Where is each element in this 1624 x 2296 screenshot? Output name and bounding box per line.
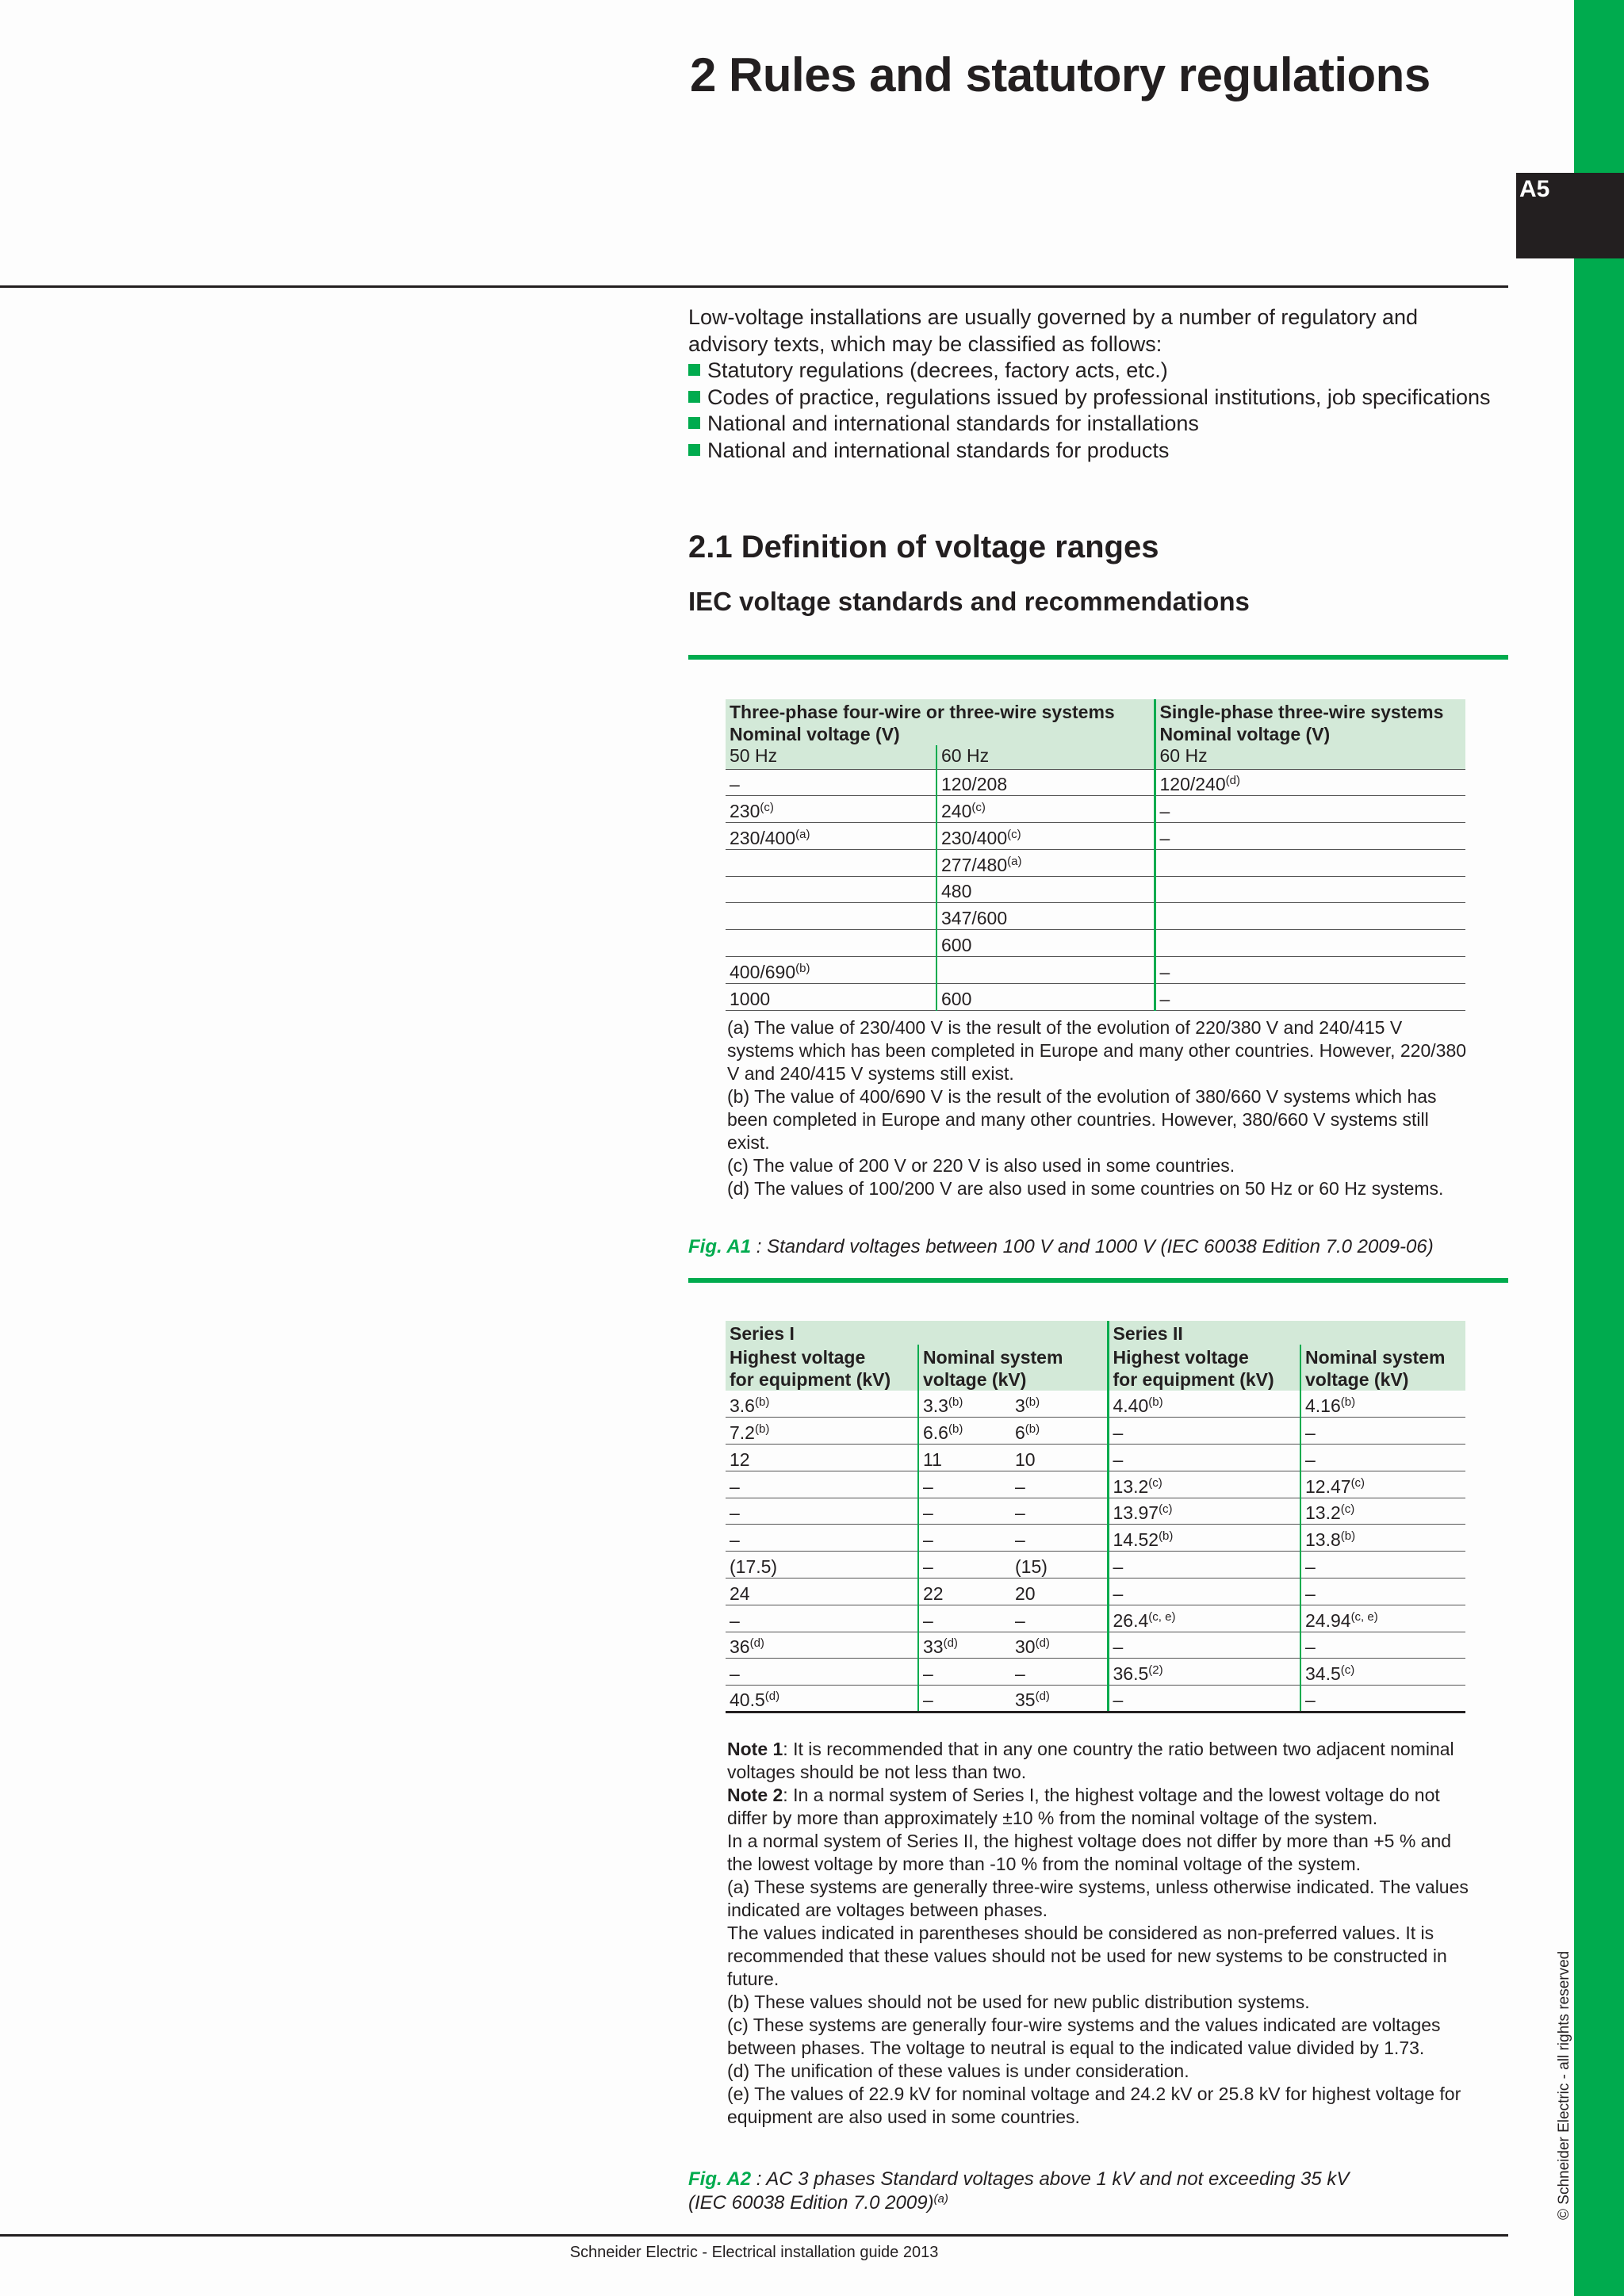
table-row [726, 930, 1465, 957]
header-series-1: Series I [726, 1321, 1108, 1345]
footnote: (e) The values of 22.9 kV for nominal voltage and 24.2 kV or 25.8 kV for highest voltage for equipment are also used in some countries. [727, 2084, 1461, 2127]
table-cell: – [1108, 1445, 1300, 1471]
figure-a1-notes [727, 1016, 1469, 1200]
header-nominal-voltage-s1: Nominal system voltage (kV) [918, 1345, 1108, 1391]
intro-bullets [688, 358, 1513, 464]
bullet-square-icon [688, 391, 700, 403]
table-cell: – [1155, 957, 1465, 984]
table-cell: – [1108, 1632, 1300, 1659]
figure-a1-caption: Fig. A1 : Standard voltages between 100 V and 1000 V (IEC 60038 Edition 7.0 2009-06) [688, 1236, 1434, 1257]
intro-bullet: Codes of practice, regulations issued by professional institutions, job specifications [688, 385, 1513, 411]
table-cell [726, 849, 936, 876]
table-cell: 4.40$^{(b)}$ [1108, 1391, 1300, 1418]
table-cell: – [726, 1498, 918, 1525]
footnote: (d) The values of 100/200 V are also used in some countries on 50 Hz or 60 Hz systems. [727, 1178, 1444, 1199]
table-cell: – [1300, 1445, 1465, 1471]
header-series-2: Series II [1108, 1321, 1465, 1345]
table-row [726, 1418, 1465, 1445]
figure-a2-rule [688, 1278, 1508, 1283]
table-cell: – [1300, 1418, 1465, 1445]
intro-text: Low-voltage installations are usually governed by a number of regulatory and advisory texts, which may be classified as follows: [688, 305, 1419, 356]
table-cell: – [726, 1525, 918, 1552]
table-row [726, 1578, 1465, 1605]
table-cell [1155, 930, 1465, 957]
table-cell: – [1300, 1552, 1465, 1578]
table-cell: – [918, 1498, 1011, 1525]
col-50hz: 50 Hz [726, 745, 936, 769]
side-accent-bar [1574, 0, 1624, 2296]
table-cell: 1000 [726, 983, 936, 1010]
iec-high-voltage-table [726, 1321, 1465, 1713]
table-cell: – [726, 1605, 918, 1632]
table-cell: 600 [936, 983, 1155, 1010]
bullet-square-icon [688, 364, 700, 376]
table-cell [1155, 876, 1465, 903]
header-nominal-voltage-s2: Nominal system voltage (kV) [1300, 1345, 1465, 1391]
note-2: Note 2: In a normal system of Series I, the highest voltage and the lowest voltage do not differ by more than approximately ±10 % from the nominal voltage of the system. [727, 1785, 1440, 1828]
header-highest-voltage-s2: Highest voltage for equipment (kV) [1108, 1345, 1300, 1391]
table-row [726, 983, 1465, 1010]
table-cell: 13.8$^{(b)}$ [1300, 1525, 1465, 1552]
table-cell [726, 930, 936, 957]
table-cell: 3.6$^{(b)}$ [726, 1391, 918, 1418]
header-single-phase: Single-phase three-wire systems Nominal voltage (V) [1155, 699, 1465, 745]
footnote: (b) The value of 400/690 V is the result of the evolution of 380/660 V systems which has been completed in Europe and many other countries. However, 380/660 V systems still exist. [727, 1086, 1437, 1153]
footnote: In a normal system of Series II, the highest voltage does not differ by more than +5 % and the lowest voltage by more than -10 % from the nominal voltage of the system. [727, 1831, 1452, 1874]
copyright-notice: © Schneider Electric - all rights reserved [1556, 1950, 1572, 2220]
table-cell: 22 [918, 1578, 1011, 1605]
table-cell: – [726, 1659, 918, 1686]
table-cell: – [726, 1471, 918, 1498]
table-cell: 33$^{(d)}$ [918, 1632, 1011, 1659]
footnote: (b) These values should not be used for new public distribution systems. [727, 1992, 1310, 2012]
table-cell: 36.5$^{(2)}$ [1108, 1659, 1300, 1686]
table-row [726, 823, 1465, 850]
figure-a1-rule [688, 655, 1508, 660]
table-row [726, 1525, 1465, 1552]
table-cell: 30$^{(d)}$ [1011, 1632, 1108, 1659]
table-cell: 277/480$^{(a)}$ [936, 849, 1155, 876]
table-cell: 230$^{(c)}$ [726, 796, 936, 823]
table-cell: 230/400$^{(a)}$ [726, 823, 936, 850]
intro-bullet: Statutory regulations (decrees, factory acts, etc.) [688, 358, 1513, 385]
col-60hz-single: 60 Hz [1155, 745, 1465, 769]
footnote: (c) The value of 200 V or 220 V is also used in some countries. [727, 1155, 1235, 1176]
table-row [726, 957, 1465, 984]
table-cell: 35$^{(d)}$ [1011, 1686, 1108, 1712]
table-cell: – [1155, 796, 1465, 823]
page-tab: A5 [1516, 173, 1624, 258]
intro-block [688, 304, 1513, 464]
iec-low-voltage-table [726, 699, 1465, 1011]
table-cell: 10 [1011, 1445, 1108, 1471]
table-cell: – [918, 1552, 1011, 1578]
table-cell: – [1108, 1686, 1300, 1712]
table-cell: – [1011, 1605, 1108, 1632]
table-cell: 13.97$^{(c)}$ [1108, 1498, 1300, 1525]
table-cell: 240$^{(c)}$ [936, 796, 1155, 823]
table-row [726, 849, 1465, 876]
table-cell: – [918, 1605, 1011, 1632]
header-three-phase: Three-phase four-wire or three-wire systems Nominal voltage (V) [726, 699, 1155, 745]
table-cell: 20 [1011, 1578, 1108, 1605]
table-cell: – [1108, 1418, 1300, 1445]
bullet-square-icon [688, 444, 700, 456]
table-cell: 14.52$^{(b)}$ [1108, 1525, 1300, 1552]
intro-bullet: National and international standards for products [688, 438, 1513, 465]
bullet-square-icon [688, 417, 700, 429]
header-highest-voltage-s1: Highest voltage for equipment (kV) [726, 1345, 918, 1391]
footer-rule [0, 2234, 1508, 2237]
table-row [726, 903, 1465, 930]
footnote: (a) The value of 230/400 V is the result of the evolution of 220/380 V and 240/415 V systems which has been completed in Europe and many other countries. However, 220/380 V and 240/415 V systems still exist. [727, 1017, 1467, 1084]
table-cell: 230/400$^{(c)}$ [936, 823, 1155, 850]
table-cell: 347/600 [936, 903, 1155, 930]
footnote: (c) These systems are generally four-wire systems and the values indicated are voltages between phases. The voltage to neutral is equal to the indicated value divided by 1.73. [727, 2015, 1441, 2058]
table-cell: 4.16$^{(b)}$ [1300, 1391, 1465, 1418]
table-cell: 24.94$^{(c, e)}$ [1300, 1605, 1465, 1632]
col-60hz: 60 Hz [936, 745, 1155, 769]
footnote: The values indicated in parentheses should be considered as non-preferred values. It is recommended that these values should not be used for new systems to be constructed in future. [727, 1923, 1447, 1989]
intro-bullet: National and international standards for installations [688, 411, 1513, 438]
table-cell: 13.2$^{(c)}$ [1108, 1471, 1300, 1498]
table-row [726, 1498, 1465, 1525]
table-cell: – [1300, 1686, 1465, 1712]
table-cell: 12.47$^{(c)}$ [1300, 1471, 1465, 1498]
figure-a2-notes [727, 1738, 1469, 2129]
table-cell: 600 [936, 930, 1155, 957]
table-cell: – [1155, 983, 1465, 1010]
header-rule [0, 285, 1508, 288]
table-cell: – [1108, 1552, 1300, 1578]
table-cell: 400/690$^{(b)}$ [726, 957, 936, 984]
table-cell: – [1011, 1498, 1108, 1525]
table-cell: 480 [936, 876, 1155, 903]
table-cell: – [918, 1659, 1011, 1686]
table-row [726, 1632, 1465, 1659]
table-row [726, 1391, 1465, 1418]
table-cell: 7.2$^{(b)}$ [726, 1418, 918, 1445]
table-row [726, 1605, 1465, 1632]
table-cell: 11 [918, 1445, 1011, 1471]
table-cell: 36$^{(d)}$ [726, 1632, 918, 1659]
table-cell [726, 903, 936, 930]
table-row [726, 1659, 1465, 1686]
table-cell: 12 [726, 1445, 918, 1471]
table-cell: – [1011, 1659, 1108, 1686]
table-row [726, 796, 1465, 823]
table-cell: 6.6$^{(b)}$ [918, 1418, 1011, 1445]
table-cell: – [918, 1525, 1011, 1552]
table-row [726, 1471, 1465, 1498]
table-cell: 120/208 [936, 769, 1155, 796]
table-cell: 3.3$^{(b)}$ [918, 1391, 1011, 1418]
table-cell: – [1011, 1471, 1108, 1498]
footnote: (d) The unification of these values is under consideration. [727, 2061, 1189, 2081]
table-cell: 6$^{(b)}$ [1011, 1418, 1108, 1445]
section-subheading: IEC voltage standards and recommendations [688, 587, 1250, 616]
table-cell: 40.5$^{(d)}$ [726, 1686, 918, 1712]
table-cell: – [1011, 1525, 1108, 1552]
page-footer: Schneider Electric - Electrical installation guide 2013 [569, 2244, 939, 2261]
table-cell: – [918, 1471, 1011, 1498]
table-cell [936, 957, 1155, 984]
table-cell [726, 876, 936, 903]
table-row [726, 1445, 1465, 1471]
table-cell: 13.2$^{(c)}$ [1300, 1498, 1465, 1525]
table-row [726, 1552, 1465, 1578]
table-cell: – [726, 769, 936, 796]
note-1: Note 1: It is recommended that in any one country the ratio between two adjacent nominal voltages should be not less than two. [727, 1739, 1454, 1782]
table-row [726, 1686, 1465, 1712]
page-title: 2 Rules and statutory regulations [690, 48, 1431, 101]
table-cell: (15) [1011, 1552, 1108, 1578]
table-cell: – [1300, 1632, 1465, 1659]
footnote: (a) These systems are generally three-wire systems, unless otherwise indicated. The values indicated are voltages between phases. [727, 1877, 1469, 1920]
table-cell: – [1155, 823, 1465, 850]
table-cell: – [918, 1686, 1011, 1712]
figure-a2-caption: Fig. A2 : AC 3 phases Standard voltages above 1 kV and not exceeding 35 kV (IEC 60038 Edition 7.0 2009)$^{(a)}$ [688, 2168, 1350, 2214]
table-cell: – [1108, 1578, 1300, 1605]
table-cell [1155, 903, 1465, 930]
table-cell: – [1300, 1578, 1465, 1605]
table-cell: (17.5) [726, 1552, 918, 1578]
table-cell: 24 [726, 1578, 918, 1605]
table-cell: 34.5$^{(c)}$ [1300, 1659, 1465, 1686]
table-row [726, 769, 1465, 796]
table-cell: 3$^{(b)}$ [1011, 1391, 1108, 1418]
table-row [726, 876, 1465, 903]
table-cell: 120/240$^{(d)}$ [1155, 769, 1465, 796]
table-cell: 26.4$^{(c, e)}$ [1108, 1605, 1300, 1632]
table-cell [1155, 849, 1465, 876]
section-heading: 2.1 Definition of voltage ranges [688, 530, 1159, 564]
